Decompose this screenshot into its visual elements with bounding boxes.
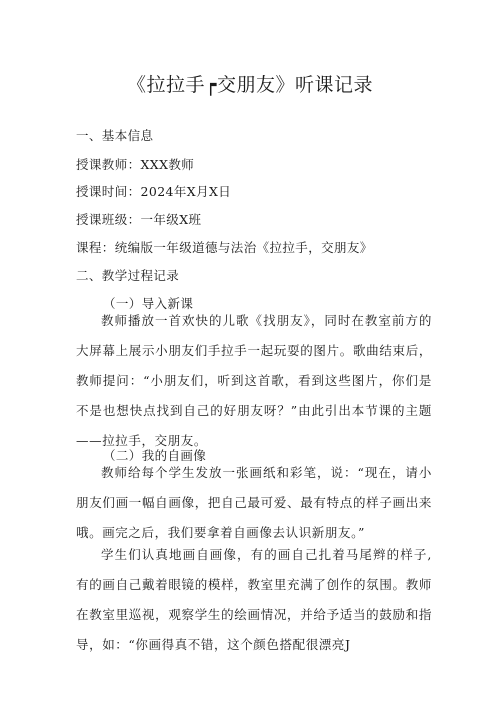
- document-title: 《拉拉手┍交朋友》听课记录: [127, 74, 373, 96]
- class-line: 授课班级：一年级X班: [76, 212, 202, 227]
- paragraph-intro: 教师播放一首欢快的儿歌《找朋友》，同时在教室前方的大屏幕上展示小朋友们手拉手一起玩耍的图片。歌曲结束后，教师提问：“小朋友们，听到这首歌，看到这些图片，你们是不是也想快点找到自己的好朋友呀？”由此引出本节课的主题——拉拉手，交朋友。: [76, 313, 432, 448]
- subsection-heading-self-portrait: （二）我的自画像: [103, 448, 207, 463]
- paragraph-self-portrait-2: 学生们认真地画自画像，有的画自己扎着马尾辫的样子,有的画自己戴着眼镜的模样，教室里充满了创作的氛围。教师在教室里巡视，观察学生的绘画情况，并给予适当的鼓励和指导，如：“你画得真不错，这个颜色搭配很漂亮J: [76, 547, 432, 652]
- paragraph-self-portrait-1: 教师给每个学生发放一张画纸和彩笔，说：“现在，请小朋友们画一幅自画像，把自己最可爱、最有特点的样子画出来哦。画完之后，我们要拿着自画像去认识新朋友。”: [76, 465, 432, 540]
- section-heading-process: 二、教学过程记录: [76, 268, 180, 283]
- course-line: 课程：统编版一年级道德与法治《拉拉手，交朋友》: [76, 240, 373, 255]
- section-heading-basic-info: 一、基本信息: [76, 128, 154, 143]
- teacher-line: 授课教师：XXX教师: [76, 157, 195, 172]
- subsection-heading-intro: （一）导入新课: [103, 296, 194, 311]
- time-line: 授课时间：2024年X月X日: [76, 184, 232, 199]
